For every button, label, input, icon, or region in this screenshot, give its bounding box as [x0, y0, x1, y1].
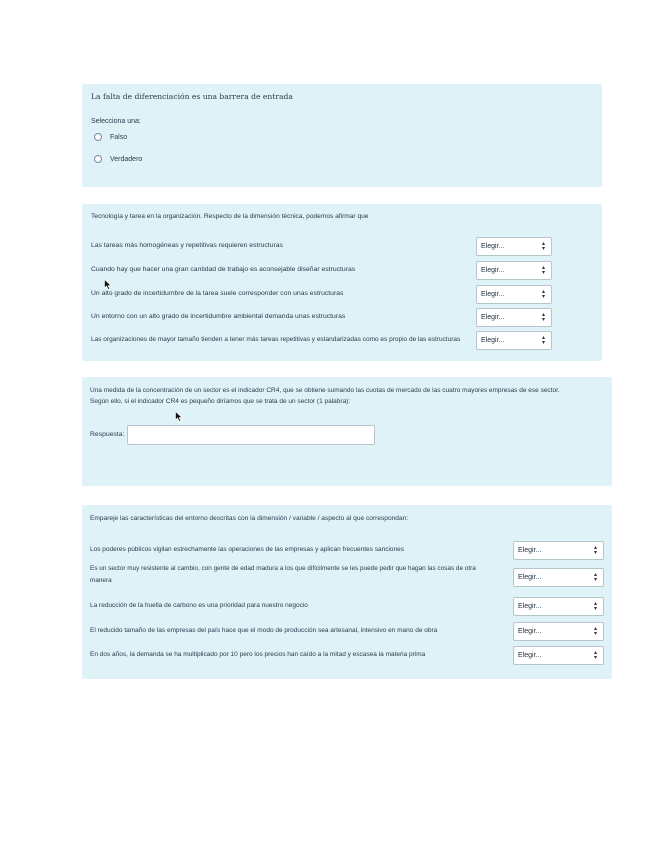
match-row-label: Los poderes públicos vigilan estrechamente las operaciones de las empresas y aplican frecuentes sanciones [90, 546, 404, 553]
match-row-label: Las tareas más homogéneas y repetitivas requieren estructuras [91, 242, 283, 249]
match-select[interactable] [513, 622, 604, 641]
mouse-pointer-icon [175, 411, 183, 422]
question-4-panel [82, 505, 612, 679]
select-value: Elegir... [481, 243, 505, 250]
match-row-label: manera [90, 577, 112, 584]
match-row-label: Es un sector muy resistente al cambio, con gente de edad madura a los que difícilmente se les puede pedir que hagan las cosas de otra [90, 565, 476, 572]
up-down-caret-icon: ▴ ▾ [541, 312, 545, 323]
up-down-caret-icon: ▴ ▾ [593, 626, 597, 637]
match-row-label: Las organizaciones de mayor tamaño tienden a tener más tareas repetitivas y estandarizadas como es propio de las estructuras [91, 336, 461, 343]
match-select[interactable] [513, 646, 604, 665]
question-3-text-line1: Una medida de la concentración de un sector es el indicador CR4, que se obtiene sumando las cuotas de mercado de las cuatro mayores empresas de ese sector. [90, 387, 560, 394]
up-down-caret-icon: ▴ ▾ [593, 601, 597, 612]
up-down-caret-icon: ▴ ▾ [593, 545, 597, 556]
up-down-caret-icon: ▴ ▾ [541, 241, 545, 252]
radio-falso[interactable] [94, 133, 102, 141]
match-select[interactable] [513, 541, 604, 560]
match-row-label: La reducción de la huella de carbono es una prioridad para nuestro negocio [90, 602, 308, 609]
up-down-caret-icon: ▴ ▾ [593, 572, 597, 583]
answer-label: Respuesta: [90, 431, 125, 438]
up-down-caret-icon: ▴ ▾ [541, 265, 545, 276]
select-value: Elegir... [481, 267, 505, 274]
match-select[interactable] [476, 261, 552, 280]
match-row-label: Un alto grado de incertidumbre de la tarea suele corresponder con unas estructuras [91, 290, 344, 297]
question-3-text-line2: Según ello, si el indicador CR4 es pequeño diríamos que se trata de un sector (1 palabra): [90, 398, 351, 405]
match-select[interactable] [476, 237, 552, 256]
match-select[interactable] [476, 285, 552, 304]
match-select[interactable] [513, 568, 604, 587]
option-falso-label: Falso [110, 133, 128, 141]
up-down-caret-icon: ▴ ▾ [541, 335, 545, 346]
match-row-label: Cuando hay que hacer una gran cantidad de trabajo es aconsejable diseñar estructuras [91, 266, 356, 273]
answer-input[interactable] [127, 425, 375, 445]
question-4-text: Empareje las características del entorno descritas con la dimensión / variable / aspecto al que correspondan: [90, 515, 409, 522]
option-verdadero[interactable] [94, 155, 142, 163]
select-value: Elegir... [518, 628, 542, 635]
match-select[interactable] [513, 597, 604, 616]
select-value: Elegir... [518, 574, 542, 581]
select-value: Elegir... [481, 314, 505, 321]
option-verdadero-label: Verdadero [110, 155, 143, 163]
question-1-panel [82, 84, 602, 187]
match-row-label: Un entorno con un alto grado de incertidumbre ambiental demanda unas estructuras [91, 313, 346, 320]
select-value: Elegir... [518, 652, 542, 659]
question-1-text: La falta de diferenciación es una barrera de entrada [91, 92, 293, 101]
match-select[interactable] [476, 308, 552, 327]
match-row-label: En dos años, la demanda se ha multiplicado por 10 pero los precios han caído a la mitad y escasea la materia prima [90, 651, 426, 658]
question-1-prompt: Selecciona una: [91, 118, 141, 125]
match-select[interactable] [476, 331, 552, 350]
up-down-caret-icon: ▴ ▾ [541, 289, 545, 300]
option-falso[interactable] [94, 133, 127, 141]
mouse-pointer-icon [104, 279, 112, 290]
radio-verdadero[interactable] [94, 155, 102, 163]
up-down-caret-icon: ▴ ▾ [593, 650, 597, 661]
select-value: Elegir... [518, 603, 542, 610]
select-value: Elegir... [518, 547, 542, 554]
select-value: Elegir... [481, 291, 505, 298]
select-value: Elegir... [481, 337, 505, 344]
question-2-panel [82, 204, 602, 361]
question-2-text: Tecnología y tarea en la organización. Respecto de la dimensión técnica, podemos afirmar que [91, 213, 369, 220]
question-3-panel [82, 377, 612, 486]
match-row-label: El reducido tamaño de las empresas del país hace que el modo de producción sea artesanal, intensivo en mano de obra [90, 627, 438, 634]
